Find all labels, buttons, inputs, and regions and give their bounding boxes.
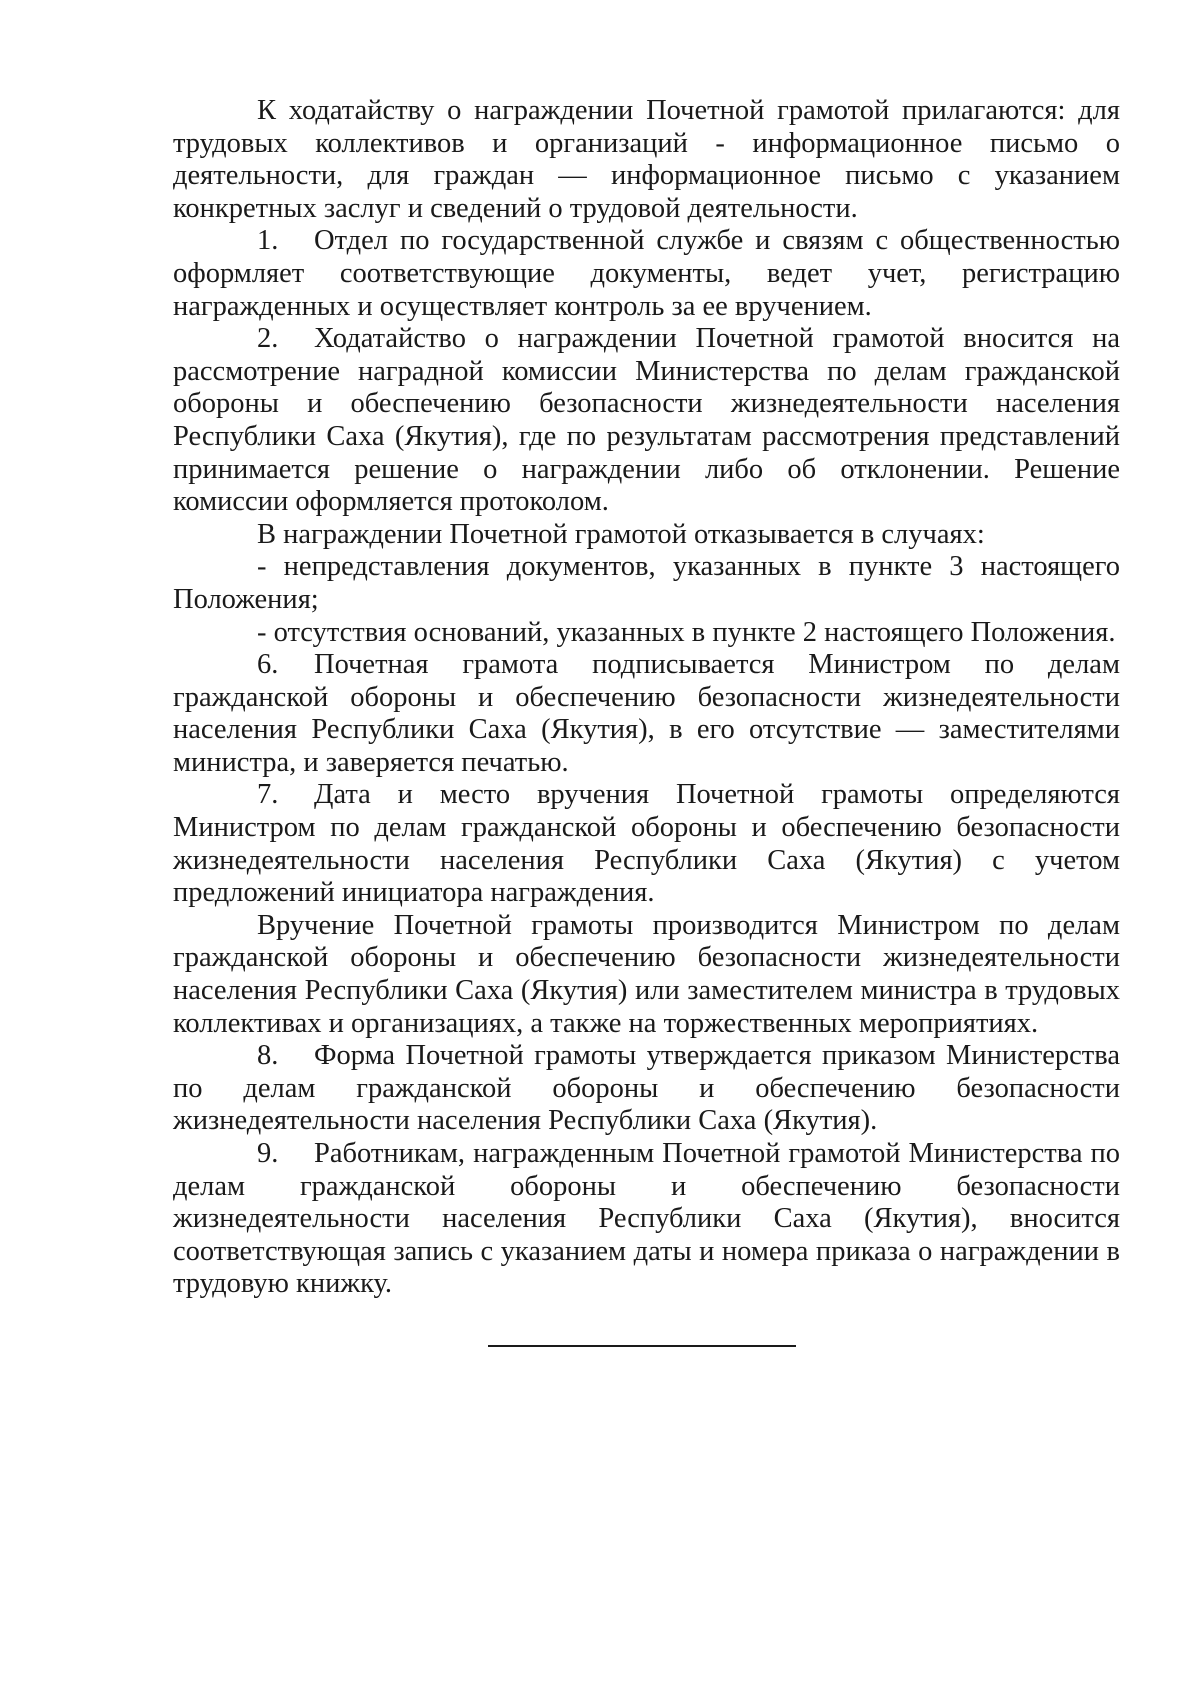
paragraph-refusal-reason-2 bbox=[173, 617, 1120, 650]
paragraph-number: 9. bbox=[257, 1138, 279, 1169]
paragraph-number: 6. bbox=[257, 649, 279, 681]
paragraph-text: Ходатайство о награждении Почетной грамотой вносится на рассмотрение наградной комиссии Министерства по делам гражданской обороны и обеспечению безопасности жизнедеятельности населения Республики Саха (Якутия), где по результатам рассмотрения представлений принимается решение о награждении либо об отклонении. Решение комиссии оформляется протоколом. bbox=[173, 323, 1120, 518]
paragraph-number: 2. bbox=[257, 323, 279, 355]
paragraph-text: К ходатайству о награждении Почетной грамотой прилагаются: для трудовых коллективов и организаций - информационное письмо о деятельности, для граждан — информационное письмо с указанием конкретных заслуг и сведений о трудовой деятельности. bbox=[173, 95, 1120, 224]
paragraph-item-7 bbox=[173, 779, 1120, 909]
paragraph-item-9 bbox=[173, 1138, 1120, 1301]
paragraph-item-1 bbox=[173, 225, 1120, 323]
paragraph-item-6 bbox=[173, 649, 1120, 779]
end-of-document-rule bbox=[488, 1345, 796, 1347]
paragraph-refusal-reason-1 bbox=[173, 551, 1120, 616]
paragraph-text: Почетная грамота подписывается Министром по делам гражданской обороны и обеспечению безопасности жизнедеятельности населения Республики Саха (Якутия), в его отсутствие — заместителями министра, и заверяется печатью. bbox=[173, 649, 1120, 778]
paragraph-number: 7. bbox=[257, 779, 279, 811]
paragraph-text: Вручение Почетной грамоты производится Министром по делам гражданской обороны и обеспечению безопасности жизнедеятельности населения Республики Саха (Якутия) или заместителем министра в трудовых коллективах и организациях, а также на торжественных мероприятиях. bbox=[173, 909, 1120, 1039]
paragraph-text: - непредставления документов, указанных в пункте 3 настоящего Положения; bbox=[173, 551, 1120, 615]
paragraph-item-8 bbox=[173, 1040, 1120, 1138]
paragraph-text: Работникам, награжденным Почетной грамотой Министерства по делам гражданской обороны и обеспечению безопасности жизнедеятельности населения Республики Саха (Якутия), вносится соответствующая запись с указанием даты и номера приказа о награждении в трудовую книжку. bbox=[173, 1138, 1120, 1300]
paragraph-item-2 bbox=[173, 323, 1120, 519]
paragraph-number: 1. bbox=[257, 225, 279, 257]
paragraph-attachments bbox=[173, 95, 1120, 225]
paragraph-number: 8. bbox=[257, 1040, 279, 1072]
paragraph-text: - отсутствия оснований, указанных в пункте 2 настоящего Положения. bbox=[257, 616, 1116, 648]
paragraph-text: Отдел по государственной службе и связям с общественностью оформляет соответствующие документы, ведет учет, регистрацию награжденных и осуществляет контроль за ее вручением. bbox=[173, 225, 1120, 322]
paragraph-text: Форма Почетной грамоты утверждается приказом Министерства по делам гражданской обороны и обеспечению безопасности жизнедеятельности населения Республики Саха (Якутия). bbox=[173, 1040, 1120, 1137]
document-page bbox=[173, 95, 1120, 1301]
paragraph-refusal-intro bbox=[173, 519, 1120, 552]
paragraph-text: Дата и место вручения Почетной грамоты определяются Министром по делам гражданской обороны и обеспечению безопасности жизнедеятельности населения Республики Саха (Якутия) с учетом предложений инициатора награждения. bbox=[173, 779, 1120, 909]
paragraph-presentation bbox=[173, 910, 1120, 1040]
paragraph-text: В награждении Почетной грамотой отказывается в случаях: bbox=[257, 518, 985, 550]
